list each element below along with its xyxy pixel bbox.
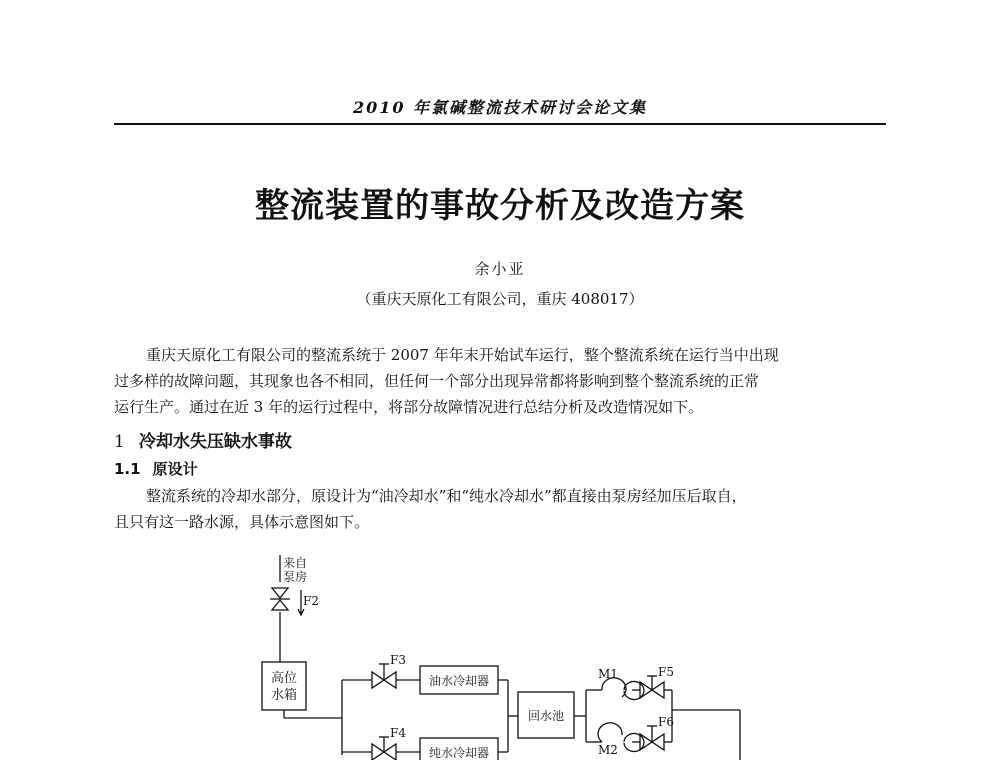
pump-m2-body [598, 723, 622, 742]
tank-label-2: 水箱 [270, 688, 298, 703]
pump-m1-label: M1 [598, 667, 618, 681]
article-title: 整流装置的事故分析及改造方案 [255, 186, 745, 226]
body-line-2: 且只有这一路水源，具体示意图如下。 [114, 513, 370, 531]
valve-f2-bottom [272, 600, 288, 610]
valve-f4-label: F4 [390, 726, 406, 740]
valve-f4-right [384, 744, 396, 760]
source-label-1: 来自 [283, 556, 308, 570]
intro-line-1: 重庆天原化工有限公司的整流系统于 2007 年年末开始试车运行，整个整流系统在运行当中出现 [146, 346, 779, 364]
section-1-number: 1 [114, 432, 125, 452]
valve-f5-label: F5 [658, 665, 674, 679]
valve-f6-label: F6 [658, 715, 674, 729]
intro-line-3: 运行生产。通过在近 3 年的运行过程中，将部分故障情况进行总结分析及改造情况如下。 [114, 398, 704, 416]
body-line-1: 整流系统的冷却水部分，原设计为“油冷却水”和“纯水冷却水”都直接由泵房经加压后取自， [146, 487, 747, 505]
valve-f6-right [652, 734, 664, 750]
oil-cooler-label: 油水冷却器 [428, 674, 490, 688]
source-label-2: 泵房 [283, 570, 308, 584]
valve-f2-label: F2 [303, 594, 319, 608]
section-1-1-title: 原设计 [152, 460, 198, 478]
valve-f2-top [272, 588, 288, 598]
valve-f3-left [372, 672, 384, 688]
section-1-1-number: 1.1 [114, 460, 141, 478]
author-name: 余小亚 [474, 260, 526, 278]
return-pool-label: 回水池 [527, 709, 565, 723]
tank-label-1: 高位 [270, 671, 298, 686]
valve-f3-right [384, 672, 396, 688]
valve-f5-right [652, 682, 664, 698]
intro-line-2: 过多样的故障问题，其现象也各不相同，但任何一个部分出现异常都将影响到整个整流系统的正常 [114, 372, 760, 390]
valve-f3-label: F3 [390, 653, 406, 667]
valve-f4-left [372, 744, 384, 760]
pump-m2-label: M2 [598, 743, 618, 757]
running-header: 2010 年氯碱整流技术研讨会论文集 [352, 98, 648, 117]
section-1-title: 冷却水失压缺水事故 [138, 432, 292, 452]
pure-cooler-label: 纯水冷却器 [428, 746, 490, 760]
author-affiliation: （重庆天原化工有限公司，重庆 408017） [356, 290, 644, 308]
